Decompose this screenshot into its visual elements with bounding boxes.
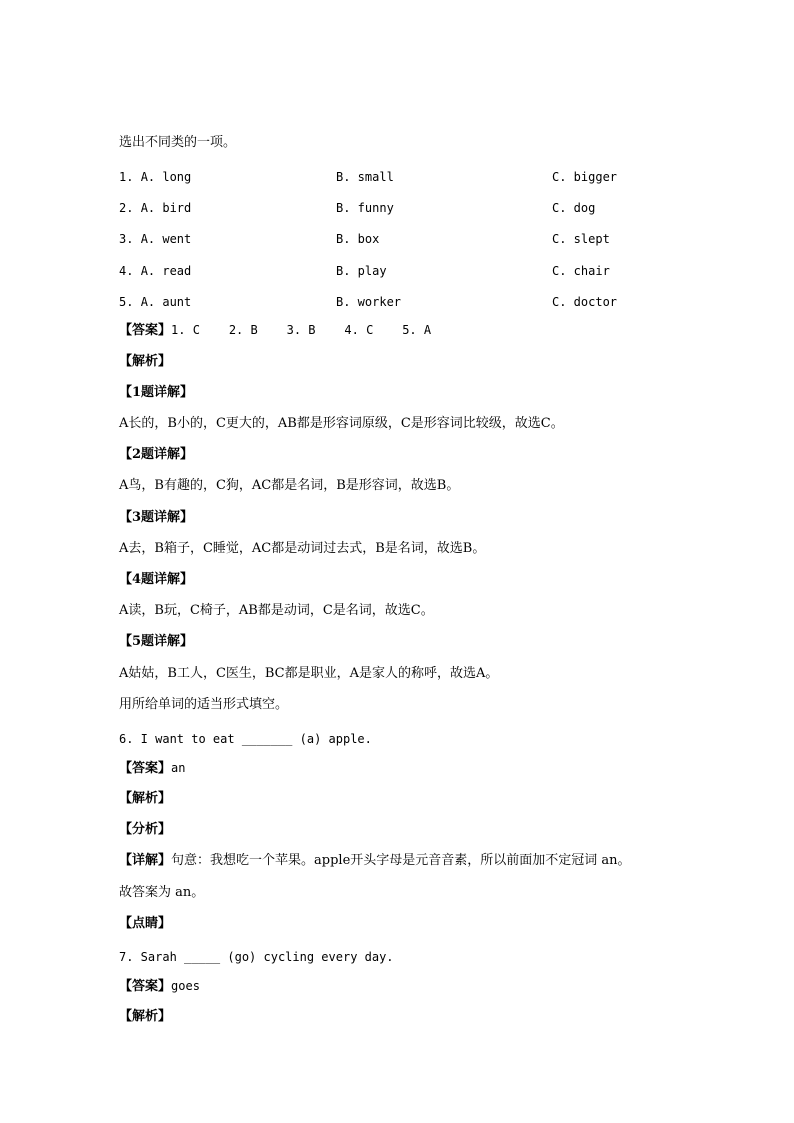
question-4-option-a: 4. A. read (119, 264, 192, 278)
question-6-detail: 【详解】句意：我想吃一个苹果。apple开头字母是元音音素，所以前面加不定冠词 an。 (119, 853, 631, 868)
detail-4-label: 【4题详解】 (119, 572, 194, 587)
question-5-option-a: 5. A. aunt (119, 295, 192, 309)
section1-answer: 【答案】1. C 2. B 3. B 4. C 5. A (119, 323, 432, 338)
question-5-option-b: B. worker (336, 295, 402, 309)
question-6-conclusion: 故答案为 an。 (119, 885, 205, 900)
question-1-option-a: 1. A. long (119, 170, 192, 184)
detail-3-label: 【3题详解】 (119, 510, 194, 525)
question-6-text: 6. I want to eat _______ (a) apple. (119, 732, 372, 746)
detail-1-text: A长的，B小的，C更大的，AB都是形容词原级，C是形容词比较级，故选C。 (119, 416, 564, 431)
detail-2-text: A鸟，B有趣的，C狗，AC都是名词，B是形容词，故选B。 (119, 478, 460, 493)
question-7-analysis-label: 【解析】 (119, 1009, 172, 1024)
question-6-dianjing-label: 【点睛】 (119, 916, 172, 931)
detail-1-label: 【1题详解】 (119, 385, 194, 400)
question-3-option-b: B. box (336, 232, 380, 246)
question-4-option-c: C. chair (552, 264, 610, 278)
detail-4-text: A读，B玩，C椅子，AB都是动词，C是名词，故选C。 (119, 603, 434, 618)
question-7-text: 7. Sarah _____ (go) cycling every day. (119, 950, 394, 964)
question-6-answer: 【答案】an (119, 761, 186, 776)
question-1-option-b: B. small (336, 170, 394, 184)
detail-2-label: 【2题详解】 (119, 447, 194, 462)
question-7-answer: 【答案】goes (119, 979, 200, 994)
question-6-fenxi-label: 【分析】 (119, 822, 172, 837)
section2-instruction: 用所给单词的适当形式填空。 (119, 697, 289, 712)
question-2-option-a: 2. A. bird (119, 201, 192, 215)
section1-analysis-label: 【解析】 (119, 354, 172, 369)
question-1-option-c: C. bigger (552, 170, 618, 184)
detail-5-text: A姑姑，B工人，C医生，BC都是职业，A是家人的称呼，故选A。 (119, 666, 499, 681)
question-3-option-c: C. slept (552, 232, 610, 246)
question-6-analysis-label: 【解析】 (119, 791, 172, 806)
question-4-option-b: B. play (336, 264, 387, 278)
question-5-option-c: C. doctor (552, 295, 618, 309)
detail-3-text: A去，B箱子，C睡觉，AC都是动词过去式，B是名词，故选B。 (119, 541, 486, 556)
question-2-option-c: C. dog (552, 201, 596, 215)
question-2-option-b: B. funny (336, 201, 394, 215)
detail-5-label: 【5题详解】 (119, 634, 194, 649)
question-3-option-a: 3. A. went (119, 232, 192, 246)
section1-instruction: 选出不同类的一项。 (119, 135, 237, 150)
